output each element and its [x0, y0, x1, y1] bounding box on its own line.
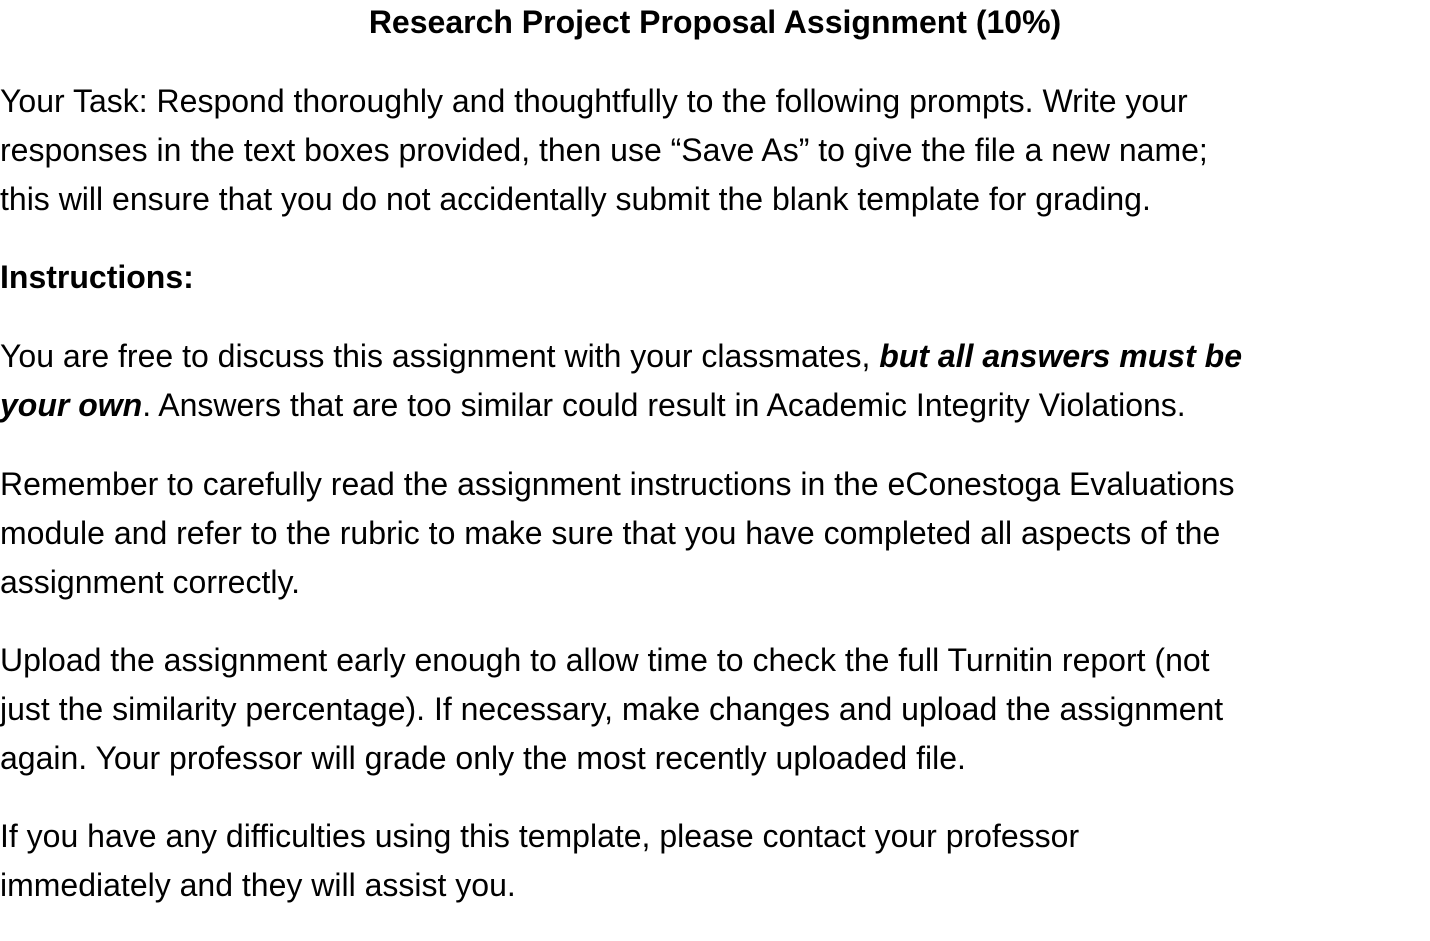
remember-paragraph	[0, 460, 1430, 607]
integrity-line-1	[0, 332, 1430, 381]
help-paragraph	[0, 812, 1430, 910]
upload-line-3: again. Your professor will grade only the most recently uploaded file.	[0, 740, 966, 776]
upload-paragraph	[0, 636, 1430, 783]
integrity-line-1-emphasis: but all answers must be	[879, 338, 1242, 374]
help-line-2: immediately and they will assist you.	[0, 867, 516, 903]
upload-line-1: Upload the assignment early enough to allow time to check the full Turnitin report (not	[0, 642, 1210, 678]
document-title: Research Project Proposal Assignment (10%)	[368, 4, 1062, 40]
integrity-line-2-plain: . Answers that are too similar could result in Academic Integrity Violations.	[142, 387, 1186, 423]
integrity-line-2-emphasis: your own	[0, 387, 143, 423]
integrity-paragraph	[0, 332, 1430, 430]
remember-line-2: module and refer to the rubric to make sure that you have completed all aspects of the	[0, 515, 1221, 551]
remember-line-3: assignment correctly.	[0, 564, 300, 600]
integrity-line-2	[0, 381, 1430, 430]
help-line-1: If you have any difficulties using this template, please contact your professor	[0, 818, 1080, 854]
upload-line-2: just the similarity percentage). If necessary, make changes and upload the assignment	[0, 691, 1224, 727]
integrity-line-1-plain: You are free to discuss this assignment with your classmates,	[0, 338, 880, 374]
task-line-2: responses in the text boxes provided, then use “Save As” to give the file a new name;	[0, 132, 1208, 168]
task-line-1: Your Task: Respond thoroughly and thoughtfully to the following prompts. Write your	[0, 83, 1188, 119]
task-line-3: this will ensure that you do not accidentally submit the blank template for grading.	[0, 181, 1151, 217]
instructions-heading: Instructions:	[0, 259, 194, 295]
task-paragraph	[0, 77, 1430, 224]
remember-line-1: Remember to carefully read the assignment instructions in the eConestoga Evaluations	[0, 466, 1235, 502]
